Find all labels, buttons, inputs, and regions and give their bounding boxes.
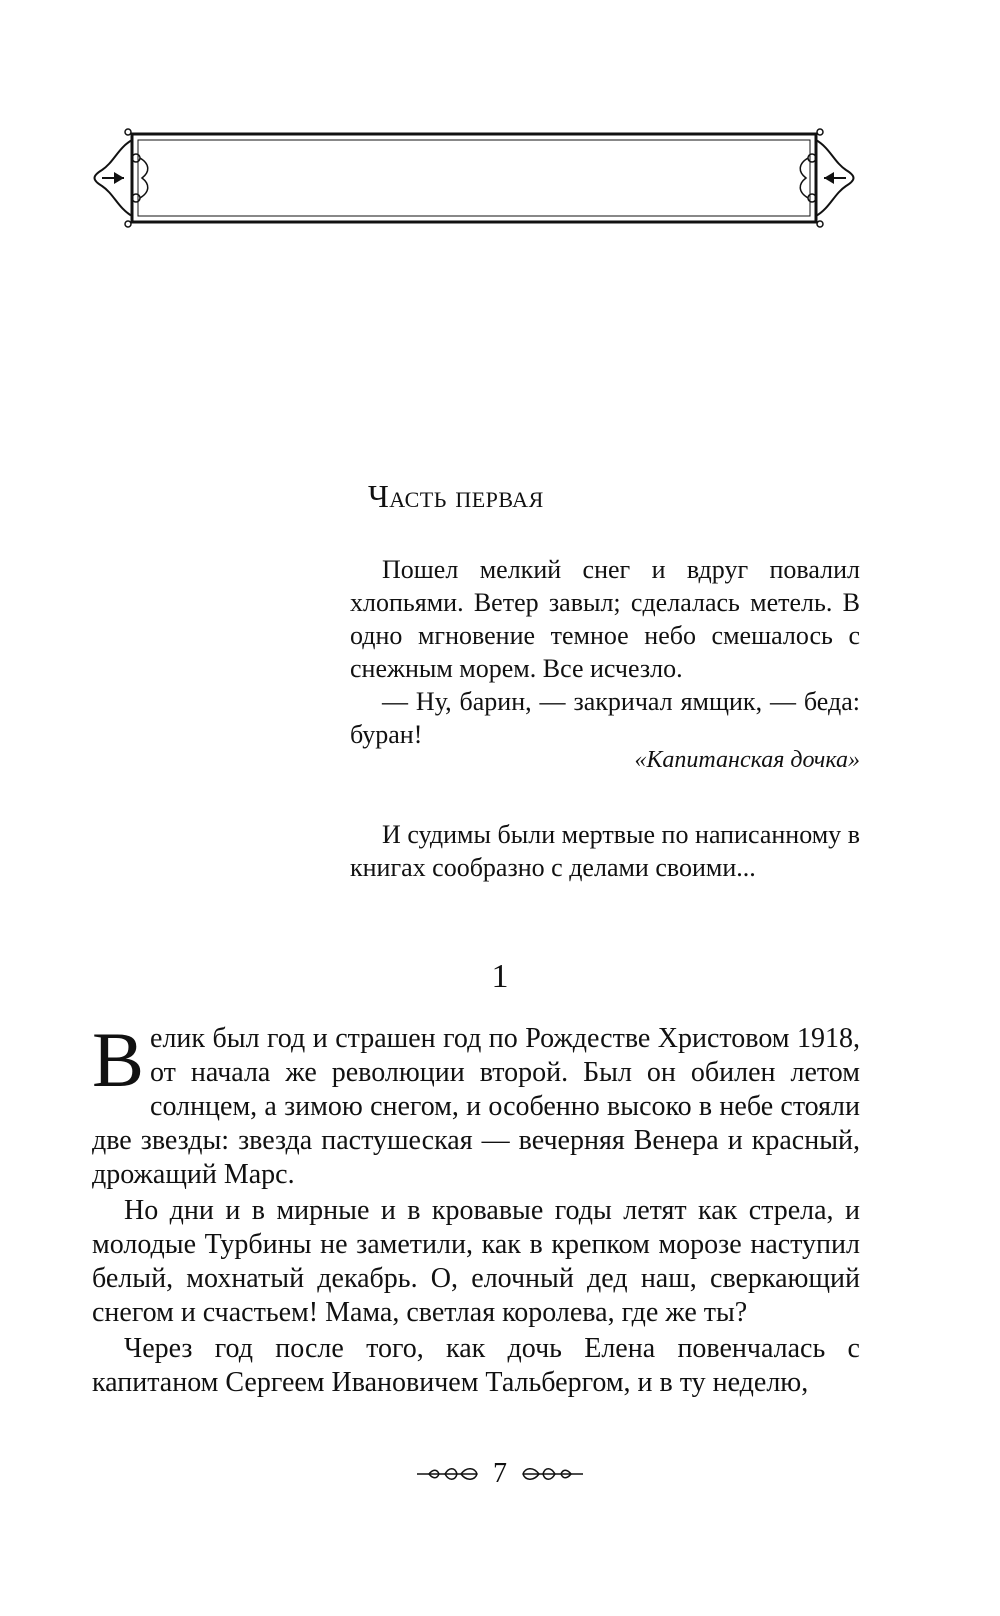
right-flourish-icon xyxy=(521,1463,585,1485)
ornamental-header-frame xyxy=(88,128,860,228)
epigraph-revelation xyxy=(350,818,860,884)
left-flourish-icon xyxy=(415,1463,479,1485)
chapter-text xyxy=(92,1016,860,1402)
drop-cap: В xyxy=(92,1016,145,1103)
body-paragraph-text: елик был год и страшен год по Рождестве Христовом 1918, от начала же революции второй. Был он обилен летом солнцем, а зимою снегом, и особенно высоко в небе стояли две звезды: звезда пастушеская — вечерняя Венера и красный, дрожащий Марс. xyxy=(92,1023,860,1190)
page-footer xyxy=(0,1458,1000,1490)
epigraph-pushkin xyxy=(350,553,860,751)
epigraph-paragraph: Пошел мелкий снег и вдруг повалил хлопьями. Ветер завыл; сделалась метель. В одно мгновение темное небо смешалось с снежным морем. Все исчезло. xyxy=(350,555,860,683)
part-title: Часть первая xyxy=(368,478,544,514)
epigraph-paragraph: — Ну, барин, — закричал ямщик, — беда: буран! xyxy=(350,687,860,749)
epigraph-paragraph: И судимы были мертвые по написанному в книгах сообразно с делами своими... xyxy=(350,820,860,882)
epigraph-source: «Капитанская дочка» xyxy=(634,747,860,773)
page-number: 7 xyxy=(493,1458,507,1489)
body-paragraph: Через год после того, как дочь Елена повенчалась с капитаном Сергеем Ивановичем Тальбергом, и в ту неделю, xyxy=(92,1333,860,1398)
chapter-number: 1 xyxy=(491,958,509,995)
body-paragraph xyxy=(92,1016,860,1192)
body-paragraph: Но дни и в мирные и в кровавые годы летят как стрела, и молодые Турбины не заметили, как в крепком морозе наступил белый, мохнатый декабрь. О, елочный дед наш, сверкающий снегом и счастьем! Мама, светлая королева, где же ты? xyxy=(92,1195,860,1328)
